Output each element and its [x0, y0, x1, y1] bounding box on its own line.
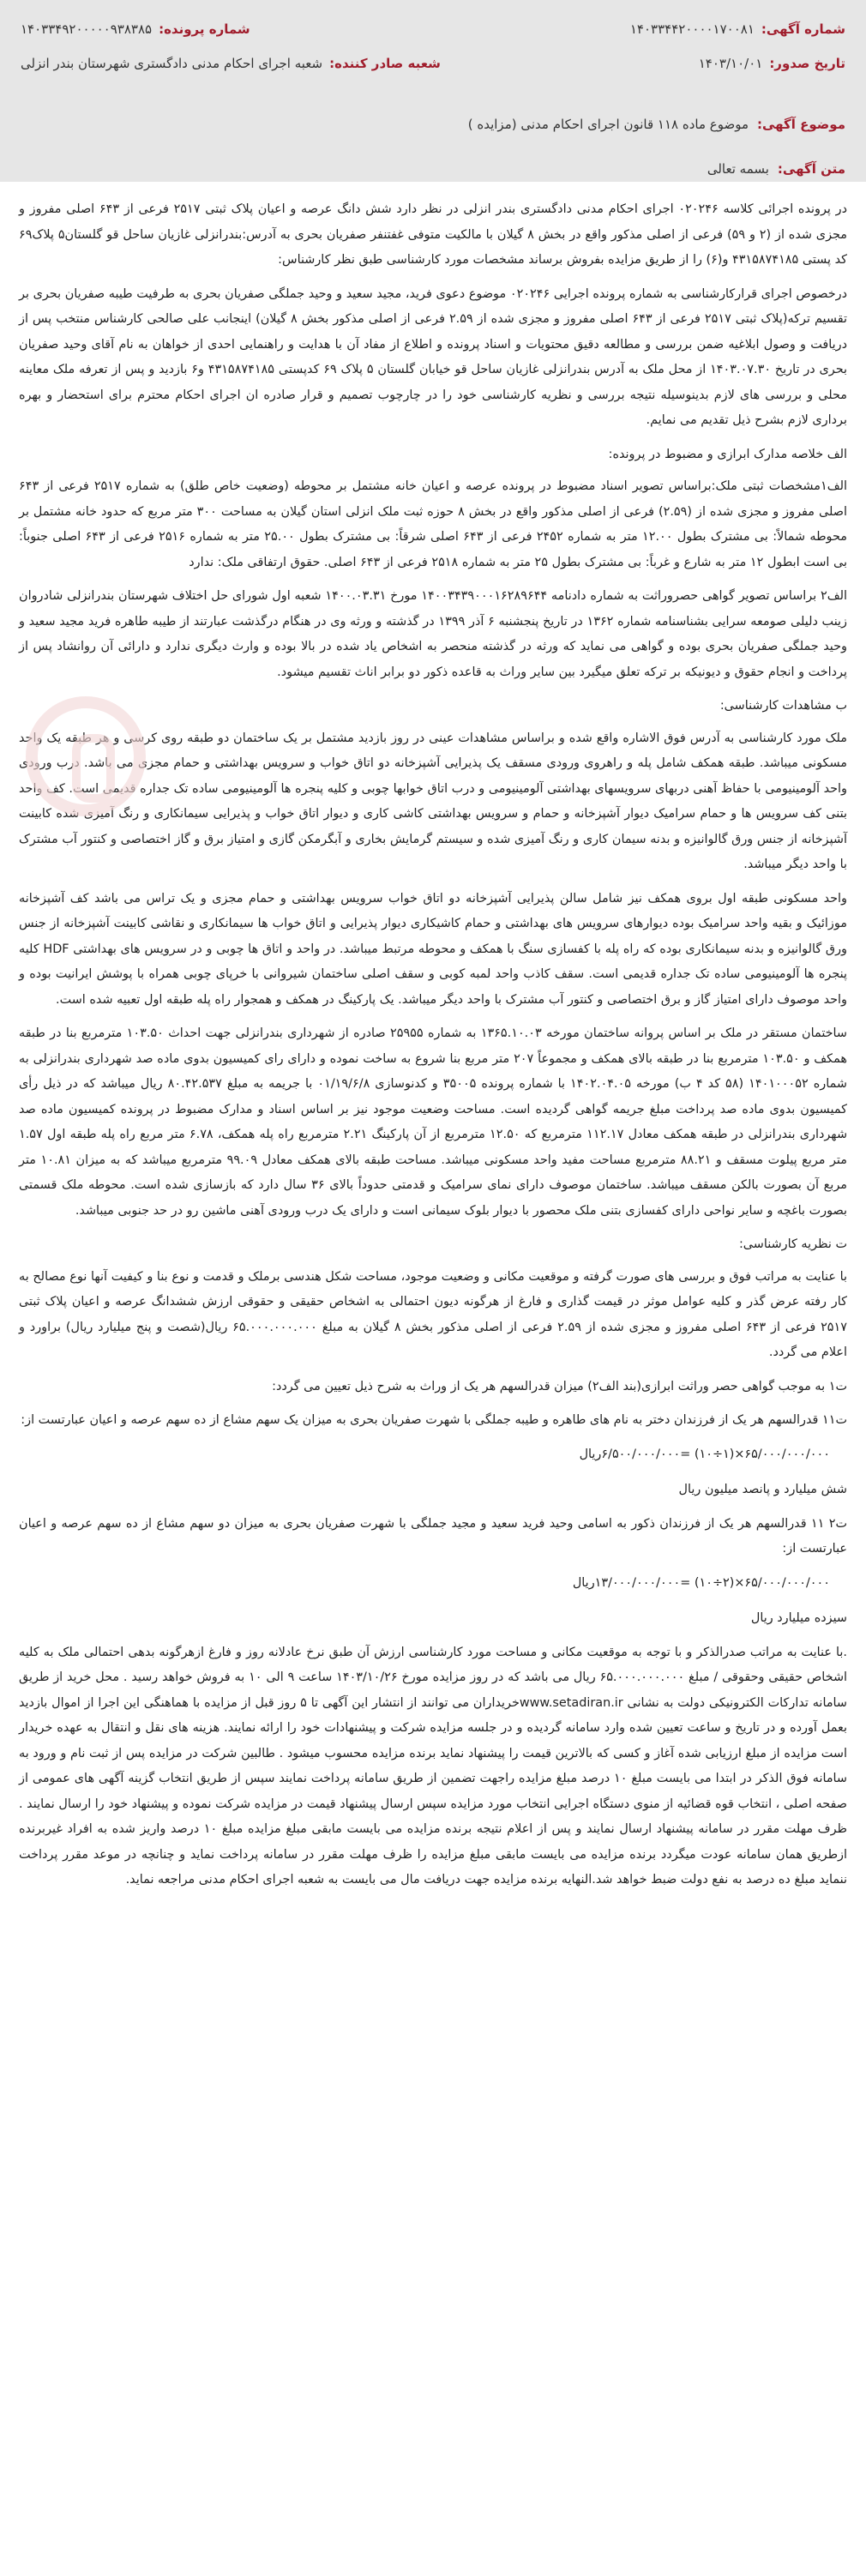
paragraph-first-floor: واحد مسکونی طبقه اول بروی همکف نیز شامل سالن پذیرایی آشپزخانه دو اتاق خواب سرویس بهداشتی و حمام مجزی و یک تراس می باشد کف آشپزخانه موزائیک و بقیه واحد سرامیک بوده دیوارهای سرویس های بهداشتی و حمام کاشیکاری دیوار پذیرایی و اتاق خواب ها سیمانکاری و نقاشی کابینت آشپزخانه از جنس ورق گالوانیزه و بدنه سیمانکاری بوده که راه پله با کفسازی سنگ با همکف و محوطه مرتبط میباشد. در واحد و اتاق ها چوبی و در سرویس های بهداشتی HDF کلیه پنجره ها آلومینیومی ساده تک جداره قدیمی است. سقف کاذب واحد لمبه کوبی و سقف اصلی ساختمان شیروانی با خرپای چوبی همراه با پوشش ایرانیت بوده و واحد موصوف دارای امتیاز گاز و برق اختصاصی و کنتور آب مشترک با واحد دیگر میباشد. یک پارکینگ در همکف و همجوار راه پله طبقه اول تعبیه شده است. [19, 891, 847, 1007]
paragraph-registration: الف۱مشخصات ثبتی ملک:براساس تصویر اسناد مضبوط در پرونده عرصه و اعیان خانه مشتمل بر محوطه (وضعیت خاص طلق) به شماره ۲۵۱۷ فرعی از ۶۴۳ اصلی مفروز و مجزی شده از (۲.۵۹) فرعی از اصلی مذکور واقع در بخش ۸ حوزه ثبت ملک انزلی استان گیلان به مساحت ۳۰۰ متر مربع که حدود خانه مشتمل بر محوطه شمالاً: بی مشترک بطول ۱۲.۰۰ متر به شماره ۲۴۵۲ فرعی از ۶۴۳ اصلی شرقاً: بی مشترک بطول ۲۵.۰۰ متر به شماره ۲۵۱۶ فرعی از ۶۴۳ اصلی جنوباً: بی است ابطول ۱۲ متر به شارع و غرباً: بی مشترک بطول ۲۵ متر به شماره ۲۵۱۸ فرعی از ۶۴۳ اصلی. حقوق ارتفاقی ملک: ندارد [19, 479, 847, 569]
ad-number [630, 21, 845, 37]
ad-subject [21, 117, 845, 132]
amount-daughters-words: شش میلیارد و پانصد میلیون ریال [678, 1483, 847, 1496]
ad-number-label: شماره آگهی: [761, 21, 845, 37]
section-b-heading: ب مشاهدات کارشناسی: [719, 699, 847, 713]
header-row-1 [21, 12, 845, 46]
paragraph-daughters-share: ت۱۱ قدرالسهم هر یک از فرزندان دختر به نام های طاهره و طیبه جملگی با شهرت صفریان بحری به میزان یک سهم مشاع از ده سهم عرصه و اعیان عبارتست از: [21, 1413, 847, 1427]
ad-number-value: ۱۴۰۳۳۴۴۲۰۰۰۰۱۷۰۰۸۱ [629, 21, 755, 37]
paragraph-sons-share: ت۲ ۱۱ قدرالسهم هر یک از فرزندان ذکور به اسامی وحید فرید سعید و مجید جملگی با شهرت صفریان بحری به میزان دو سهم مشاع از ده سهم عرصه و اعیان عبارتست از: [19, 1516, 847, 1556]
section-a-heading: الف خلاصه مدارک ابرازی و مضبوط در پرونده: [608, 447, 847, 461]
amount-sons-words: سیزده میلیارد ریال [750, 1611, 847, 1625]
watermark-logo-icon [26, 696, 146, 816]
text-intro: بسمه تعالی [707, 161, 769, 177]
letter-number-label: شماره پرونده: [159, 21, 250, 37]
letter-number [21, 21, 250, 37]
issue-date [699, 56, 845, 71]
paragraph-intro: در پرونده اجرائی کلاسه ۰۲۰۲۴۶ اجرای احکام مدنی دادگستری بندر انزلی در نظر دارد شش دانگ عرصه و اعیان پلاک ثبتی ۲۵۱۷ فرعی از ۶۴۳ اصلی مفروز و مجزی شده از (۲ و ۵۹) فرعی از اصلی مذکور واقع در بخش ۸ گیلان با مالکیت متوفی غفتنفر صفریان بحری به آدرس:بندرانزلی غازیان ساحل قو گلستان۵ پلاک۶۹ کد پستی ۴۳۱۵۸۷۴۱۸۵ و(۶) را از طریق مزایده بفروش برساند مشخصات مورد کارشناسی طبق نظر کارشناس: [19, 202, 848, 267]
paragraph-auction-terms: .با عنایت به مراتب صدرالذکر و با توجه به موقعیت مکانی و مساحت مورد کارشناسی ارزش آن طبق نرخ عادلانه روز و فارغ ازهرگونه بدهی احتمالی ملک به کلیه اشخاص حقیقی وحقوقی / مبلغ ۶۵.۰۰۰.۰۰۰.۰۰۰ ریال می باشد که در روز مزایده مورخ ۱۴۰۳/۱۰/۲۶ ساعت ۹ الی ۱۰ به فروش خواهد رسید . محل خرید از طریق سامانه تدارکات الکترونیکی دولت به نشانی www.setadiran.irخریداران می توانند از انتشار این آگهی تا ۵ روز قبل از مزایده با هماهنگی این اجرا از اموال بازدید بعمل آورده و در تاریخ و ساعت تعیین شده وارد سامانه گردیده و در جلسه مزایده شرکت و پیشنهادات خود را ارائه نمایند. هزینه های نقل و انتقال به عهده خریدار است مزایده از مبلغ ارزیابی شده آغاز و کسی که بالاترین قیمت را پیشنهاد نماید برنده مزایده محسوب میشود . طالبین شرکت در مزایده پس از ثبت نام و ورود به سامانه فوق الذکر در ابتدا می بایست مبلغ ۱۰ درصد مبلغ مزایده راجهت تضمین از طریق سامانه پرداخت نمایند سپس از طریق انتخاب گزینه آگهی های عمومی از صفحه اصلی ، انتخاب قوه قضائیه از منوی دستگاه اجرایی انتخاب مورد مزایده سپس ارسال پیشنهاد قیمت در مزایده شرکت نموده و پیشنهاد خود را ارسال نمایند . ظرف مهلت مقرر در سامانه پیشنهاد ارسال نمایند و پس از اعلام نتیجه برنده مزایده می بایست مابقی مبلغ مزایده مبلغ ۱۰ درصد واریز شده به افراد غیربرنده ازطریق همان سامانه عودت میگردد برنده مزایده می بایست مابقی مبلغ مزایده را ظرف مهلت مقرر در سامانه پرداخت نماید و چنانچه در موعد مقرر پرداخت ننماید مبلغ ده درصد به نفع دولت ضبط خواهد شد.النهایه برنده مزایده جهت دریافت مال می بایست به شعبه اجرای احکام مدنی مراجعه نماید. [19, 1645, 848, 1887]
issue-date-value: ۱۴۰۳/۱۰/۰۱ [698, 56, 763, 71]
text-label: متن آگهی: [777, 161, 845, 177]
amount-daughters: ۶۵/۰۰۰/۰۰۰/۰۰۰×(۱÷۱۰) =۶/۵۰۰/۰۰۰/۰۰۰ریال [579, 1447, 830, 1461]
issuer [21, 56, 441, 71]
paragraph-expert-opinion: با عنایت به مراتب فوق و بررسی های صورت گرفته و موقعیت مکانی و وضعیت موجود، مساحت شکل هندسی برملک و قدمت و نوع بنا و کیفیت آنها نوع مصالح به کار رفته عرض گذر و کلیه عوامل موثر در قیمت گذاری و فارغ از هرگونه دیون احتمالی به اشخاص حقیقی و حقوقی ارزش ششدانگ عرصه و اعیان پلاک ثبتی ۲۵۱۷ فرعی از ۶۴۳ اصلی مفروز و مجزی شده از ۲.۵۹ فرعی از اصلی مذکور بخش ۸ گیلان به مبلغ ۶۵.۰۰۰.۰۰۰.۰۰۰ ریال(شصت و پنج میلیارد ریال) براورد و اعلام می گردد. [19, 1269, 847, 1359]
ad-header [0, 0, 866, 182]
ad-text-label [21, 161, 845, 177]
paragraph-ground-floor: ملک مورد کارشناسی به آدرس فوق الاشاره واقع شده و براساس مشاهدات عینی در روز بازدید مشتمل بر یک ساختمان دو طبقه روی کرسی و هر طبقه یک واحد مسکونی میباشد. طبقه همکف شامل پله و راهروی ورودی مسقف یک پذیرایی آشپزخانه دو اتاق خواب و سرویس بهداشتی و حمام مجزی می باشد. درب ورودی واحد آلومینیومی با حفاظ آهنی دربهای سرویسهای بهداشتی آلومینیومی و درب اتاق خوابها چوبی و کلیه پنجره ها آلومینیومی ساده تک جداره قدیمی است. کف واحد بتنی کف سرویس ها و حمام سرامیک دیوار آشپزخانه و حمام و سرویس بهداشتی کاشی کاری و دیوار اتاق خواب و پذیرایی سیمانکاری و رنگ آمیزی شده کابینت آشپزخانه از جنس ورق گالوانیزه و بدنه سیمان کاری و رنگ آمیزی شده و سیستم گرمایش بخاری و آبگرمکن گازی و امتیاز برق و گاز اختصاصی و کنتور آب مشترک با واحد دیگر میباشد. [19, 731, 847, 871]
amount-sons: ۶۵/۰۰۰/۰۰۰/۰۰۰×(۲÷۱۰) =۱۳/۰۰۰/۰۰۰/۰۰۰ریال [572, 1575, 830, 1590]
section-c-heading: ت نظریه کارشناسی: [738, 1237, 847, 1251]
subject-label: موضوع آگهی: [756, 117, 845, 132]
paragraph-inheritance: الف۲ براساس تصویر گواهی حصروراثت به شماره دادنامه ۱۴۰۰۳۴۳۹۰۰۰۱۶۲۸۹۶۴۴ مورخ ۱۴۰۰.۰۳.۳۱ شعبه اول شورای حل اختلاف شهرستان بندرانزلی شادروان زینب دلیلی صومعه سرایی بشناسنامه شماره ۱۳۶۲ در تاریخ پنجشنبه ۶ آذر ۱۳۹۹ در گذشته و ورثه وی در هنگام درگذشت عبارتند از طیبه طاهره فرید مجید سعید و وحید جملگی صفریان بحری بوده و گواهی می نماید که ورثه در گذشته منحصر به اشخاص یاد شده در بالا بوده و وارث دیگری ندارد و دارائی آن روانشاد پس از پرداخت و انجام حقوق و دیونیکه بر ترکه تعلق میگیرد بین سایر وراث به قاعده ذکور دو برابر اناث تقسیم میشود. [19, 589, 847, 679]
paragraph-expert-order: درخصوص اجرای قرارکارشناسی به شماره پرونده اجرایی ۰۲۰۲۴۶ موضوع دعوی فرید، مجید سعید و وحید جملگی صفریان بحری به طرفیت طیبه صفریان بحری بر تقسیم ترکه(پلاک ثبتی ۲۵۱۷ فرعی از ۶۴۳ اصلی مفروز و مجزی شده از ۲.۵۹ فرعی از اصلی مذکور بخش ۸ گیلان) اینجانب علی صالحی کارشناس منتخب پس از دریافت و وصول ابلاغیه ضمن بررسی و مطالعه دقیق محتویات و اسناد پرونده و اطلاع از مفاد آن با هدایت و راهنمایی احدی از خواهان به نام آقای وحید صفریان بحری در تاریخ ۱۴۰۳.۰۷.۳۰ از محل ملک به آدرس بندرانزلی غازیان ساحل قو خیابان گلستان ۵ پلاک ۶۹ کدپستی ۴۳۱۵۸۷۴۱۸۵ و۶ بازدید و پس از تعرفه ملک معاینه محلی و بررسی های لازم بدینوسیله نتیجه بررسی و نظریه کارشناسی خود را در چارچوب تصمیم و قرار صادره ان اجرای احکام محترم برای استحضار و بهره برداری لازم بشرح ذیل تقدیم می نمایم. [19, 286, 848, 427]
issue-date-label: تاریخ صدور: [769, 56, 845, 71]
header-row-2 [21, 46, 845, 81]
subject-value: موضوع ماده ۱۱۸ قانون اجرای احکام مدنی (مزایده ) [467, 117, 749, 132]
issuer-label: شعبه صادر کننده: [329, 56, 441, 71]
letter-number-value: ۱۴۰۳۳۴۹۲۰۰۰۰۰۹۳۸۳۸۵ [21, 21, 153, 37]
ad-body [0, 182, 866, 1893]
paragraph-building-permit: ساختمان مستقر در ملک بر اساس پروانه ساختمان مورخه ۱۳۶۵.۱۰.۰۳ به شماره ۲۵۹۵۵ صادره از شهرداری بندرانزلی جهت احداث ۱۰۳.۵۰ مترمربع بنا در طبقه همکف و ۱۰۳.۵۰ مترمربع بنا در طبقه بالای همکف و مجموعاً ۲۰۷ متر مربع بنا شروع به ساخت نموده و دارای رای کمیسیون بدوی ماده صد شهرداری بندرانزلی به شماره ۱۴۰۱۰۰۰۵۲ (۵۸ کد ۴ ب) مورخه ۱۴۰۲.۰۴.۰۵ با شماره پرونده ۳۵۰۰۵ و کدنوسازی ۰۱/۱۹/۶/۸ با جریمه به مبلغ ۸۰.۴۲.۵۳۷ ریال میباشد که در ذیل رأی کمیسیون بدوی ماده صد پرداخت مبلغ جریمه گواهی گردیده است. مساحت وضعیت موجود نیز بر اساس اسناد و مدارک مضبوط در پرونده کمیسیون ماده صد شهرداری بندرانزلی در طبقه همکف معادل ۱۱۲.۱۷ مترمربع که ۱۲.۵۰ مترمربع از آن پارکینگ ۲.۲۱ مترمربع راه پله همکف، ۶.۷۸ متر مربع راه پله طبقه اول ۱.۵۷ متر مربع پیلوت مسقف و ۸۸.۲۱ مترمربع مساحت مفید واحد مسکونی میباشد. مساحت طبقه بالای همکف معادل ۹۹.۰۹ مترمربع میباشد که به میزان ۱۰.۸۱ متر مربع آن بصورت بالکن مسقف میباشد. ساختمان موصوف دارای نمای سرامیک و قدمتی حدوداً بالای ۳۶ سال دارد که بازسازی شده است. محوطه ملک قسمتی بصورت باغچه و سایر نواحی دارای کفسازی بتنی ملک محصور با دیوار بلوک سیمانی است و دارای یک درب ورودی آهنی ماشین رو در حد جنوبی میباشد. [19, 1026, 848, 1218]
paragraph-shares: ت۱ به موجب گواهی حصر وراثت ابرازی(بند الف۲) میزان قدرالسهم هر یک از وراث به شرح ذیل تعیین می گردد: [272, 1379, 847, 1393]
issuer-value: شعبه اجرای احکام مدنی دادگستری شهرستان بندر انزلی [21, 56, 323, 71]
